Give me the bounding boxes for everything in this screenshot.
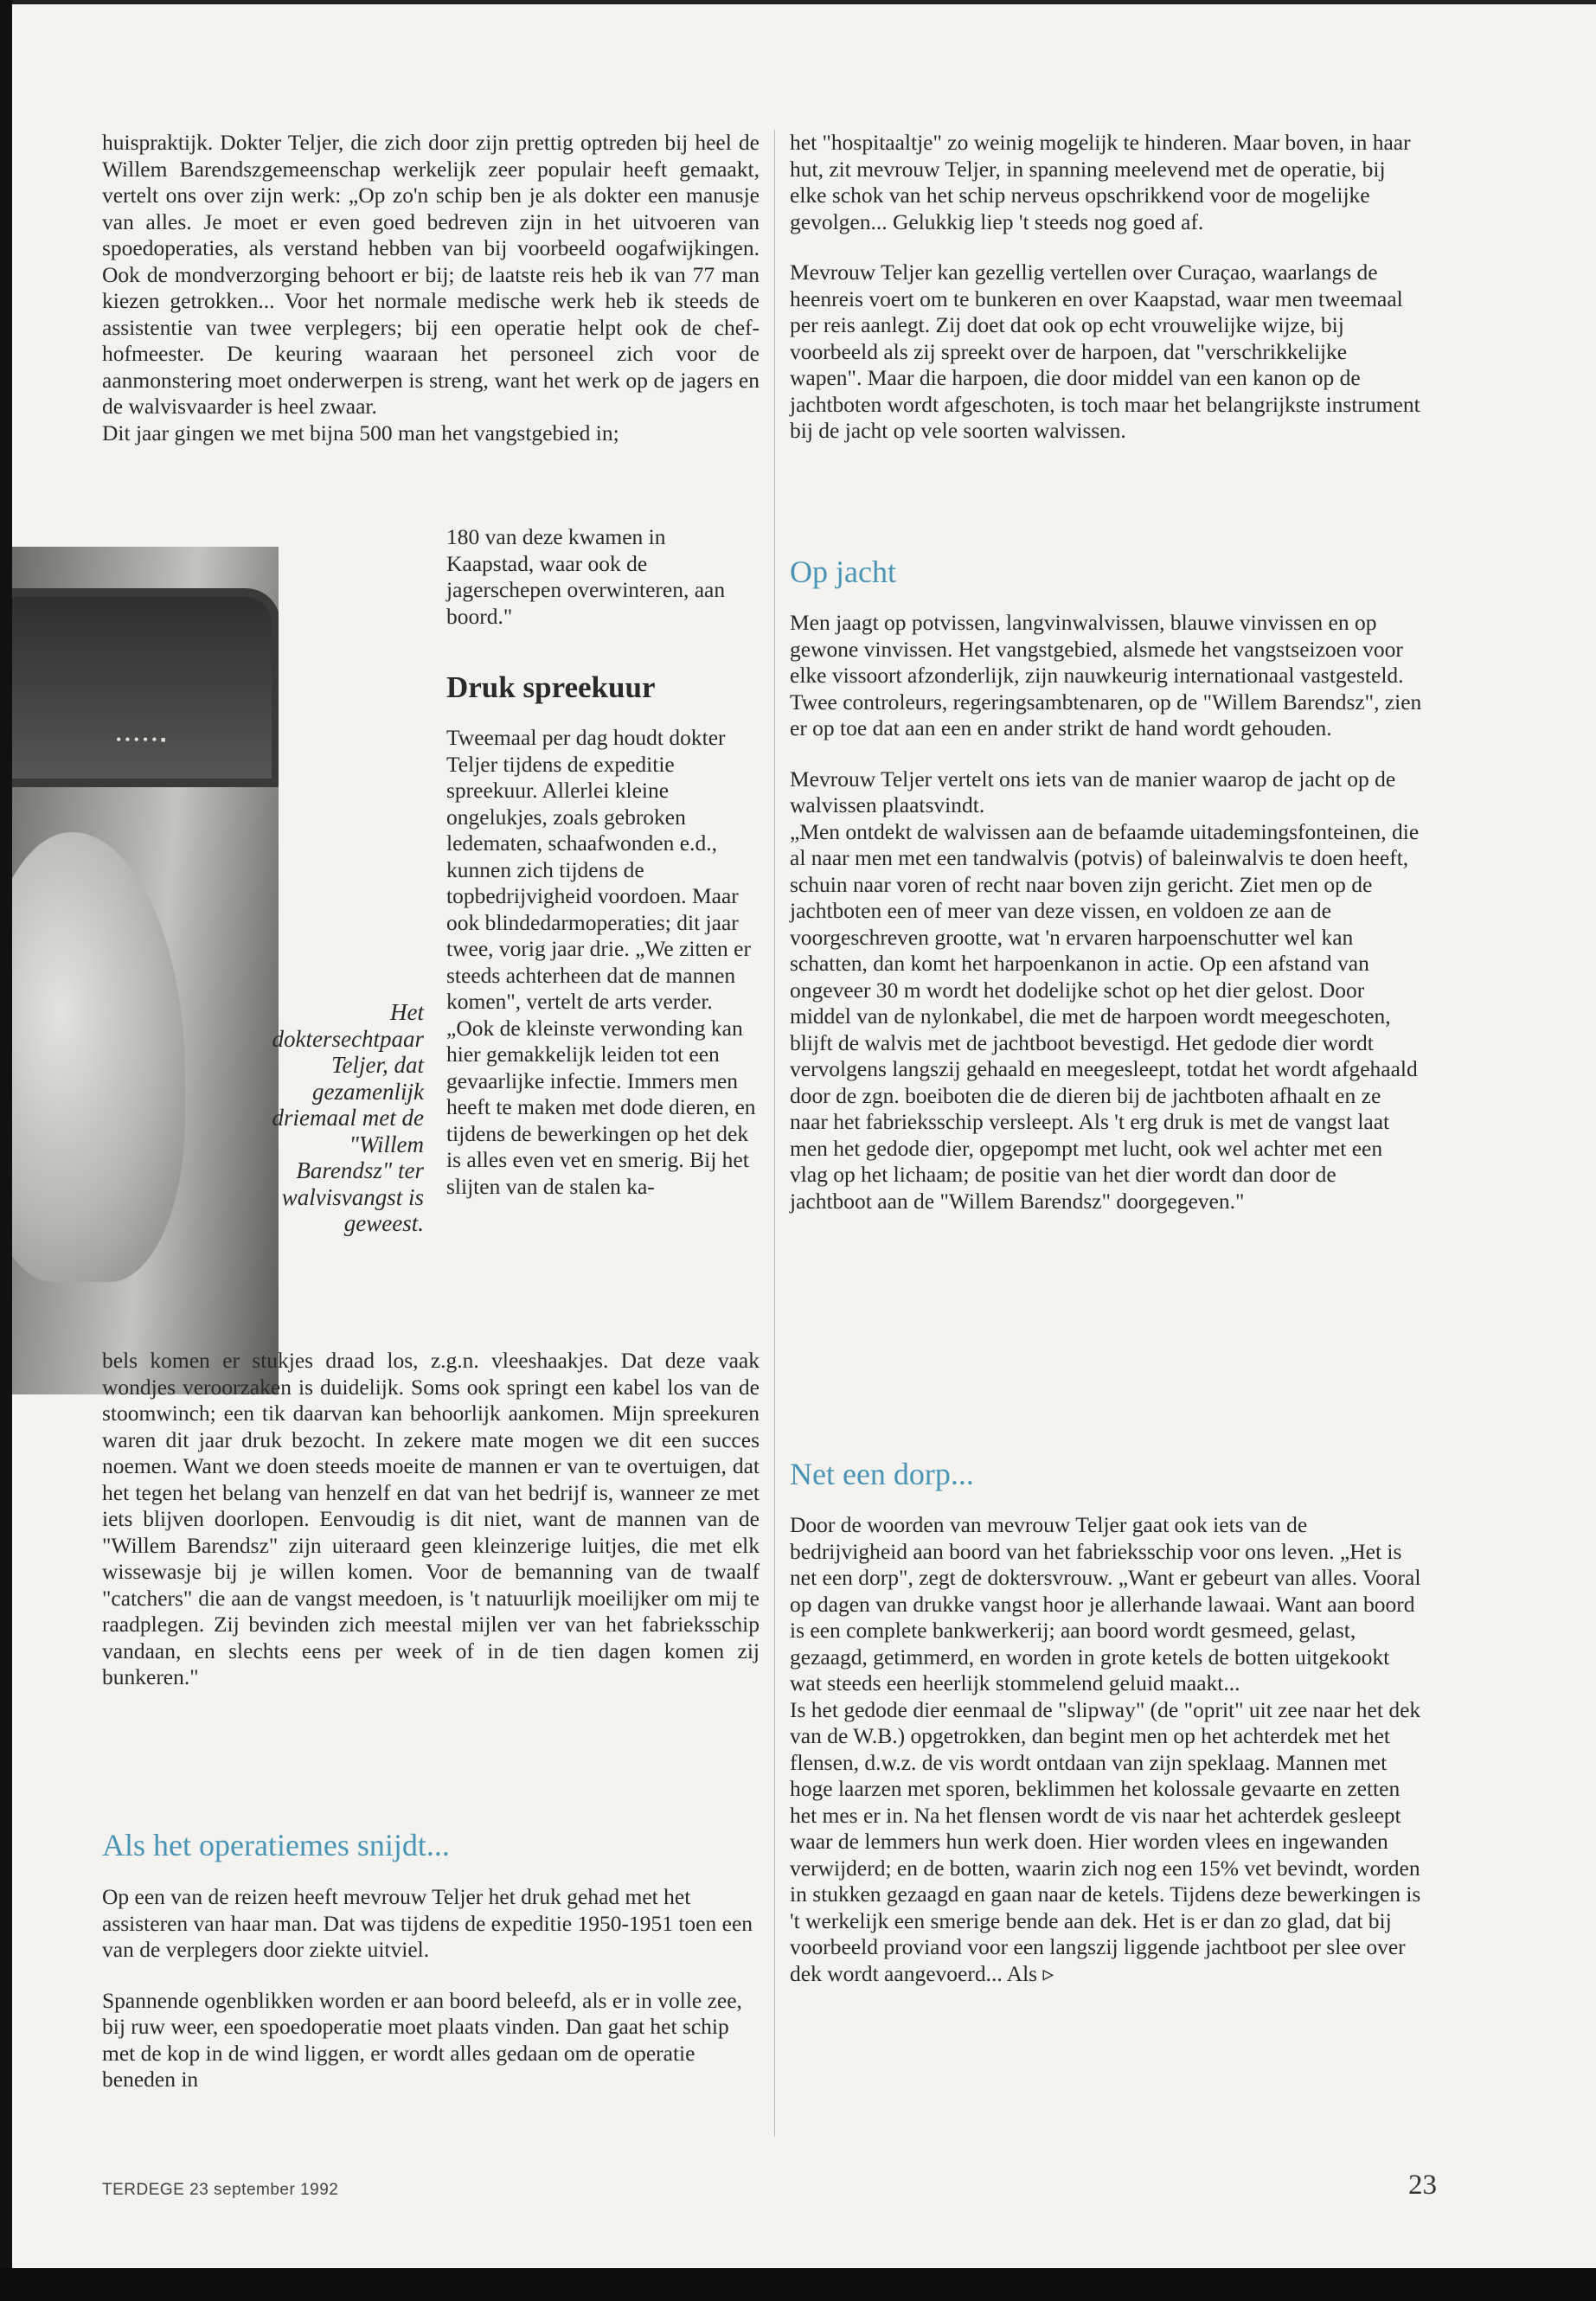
doctor-couple-photo [12,547,279,1394]
right-paragraph-5: Door de woorden van mevrouw Teljer gaat ook iets van de bedrijvigheid aan boord van het fabrieksschip voor ons leven. „Het is net een dorp", zegt de doktersvrouw. „Want er gebeurt van alles. Vooral op dagen van drukke vangst hoor je allerhande lawaai. Want aan boord is een complete bankwerkerij; aan boord wordt gesmeed, gelast, gezaagd, getimmerd, en worden in grote ketels de botten uitgekookt wat steeds een heerlijk stommelend geluid maakt... [790,1512,1421,1695]
porthole-frame [12,588,279,787]
left-top-paragraph: huispraktijk. Dokter Teljer, die zich door zijn prettig optreden bij heel de Willem Barendszgemeenschap werkelijk zeer populair heeft gemaakt, vertelt ons over zijn werk: „Op zo'n schip ben je als dokter een manusje van alles. Je moet er even goed bedreven zijn in het uitvoeren van spoedoperaties, als verstand hebben van bij voorbeeld oogafwijkingen. Ook de mondverzorging behoort er bij; de laatste reis heb ik van 77 man kiezen getrokken... Voor het normale medische werk heb ik steeds de assistentie van twee verplegers; bij een operatie helpt ook de chef-hofmeester. De keuring waaraan het personeel zich voor de aanmonstering moet onderwerpen is streng, want het werk op de jagers en de walvisvaarder is heel zwaar. [102,130,760,419]
heading-druk-spreekuur: Druk spreekuur [446,670,656,704]
right-paragraph-4a: Mevrouw Teljer vertelt ons iets van de manier waarop de jacht op de walvissen plaatsvindt. [790,766,1396,817]
narrow-text-a: 180 van deze kwamen in Kaapstad, waar ook de jagerschepen overwinteren, aan boord." [446,524,726,629]
narrow-text-b: Tweemaal per dag houdt dokter Teljer tijdens de expeditie spreekuur. Allerlei kleine ongelukjes, zoals gebroken ledematen, schaafwonden e.d., kunnen zich tijdens de topbedrijvigheid voordoen. Maar ook blindedarmoperaties; dit jaar twee, vorig jaar drie. „We zitten er steeds achterheen dat de mannen komen", vertelt de arts verder. „Ook de kleinste verwonding kan hier gemakkelijk leiden tot een gevaarlijke infectie. Immers men heeft te maken met dode dieren, en tijdens de bewerkingen op het dek is alles even vet en smerig. Bij het slijten van de stalen ka- [446,725,756,1199]
photo-caption-text: Het doktersechtpaar Teljer, dat gezamenlijk driemaal met de "Willem Barendsz" ter walvisvangst is geweest. [272,999,424,1236]
footer-publication: TERDEGE 23 september 1992 [102,2181,339,2199]
narrow-column-b [446,725,758,1200]
right-column-dorp [790,1512,1423,1987]
right-column-top [790,130,1423,469]
right-paragraph-3: Men jaagt op potvissen, langvinwalvissen, blauwe vinvissen en op gewone vinvissen. Het vangstgebied, alsmede het vangstseizoen voor elke vissoort afzonderlijk, zijn nauwkeurig internationaal vastgesteld. Twee controleurs, regeringsambtenaren, op de "Willem Barendsz", zien er op toe dat aan een en ander strikt de hand wordt gehouden. [790,610,1422,740]
left-column-operation [102,1884,760,2118]
right-paragraph-6: Is het gedode dier eenmaal de "slipway" (de "oprit" uit zee naar het dek van de W.B.) opgetrokken, dan begint men op het achterdek met het flensen, d.w.z. de vis wordt ontdaan van zijn speklaag. Mannen met hoge laarzen met sporen, beklimmen het kolossale gevaarte en zetten het mes er in. Na het flensen wordt de vis naar het achterdek gesleept waar de lemmers hun werk doen. Hier worden vlees en ingewanden verwijderd; en de botten, waarin zich nog een 15% vet bevindt, worden in stukken gezaagd en gaan naar de ketels. Tijdens deze bewerkingen is 't werkelijk een smerige bende aan dek. Het is er dan zo glad, dat bij voorbeeld proviand voor een langszij liggende jachtboot per slee over dek wordt aangevoerd... Als ▹ [790,1696,1421,1986]
scan-edge-top [0,0,1596,4]
page-number: 23 [1408,2170,1437,2201]
operation-paragraph-2: Spannende ogenblikken worden er aan boord beleefd, als er in volle zee, bij ruw weer, een spoedoperatie moet plaats vinden. Dan gaat het schip met de kop in de wind liggen, er wordt alles gedaan om de operatie beneden in [102,1987,742,2092]
right-paragraph-4b: „Men ontdekt de walvissen aan de befaamde uitademingsfonteinen, die al naar men met een tandwalvis (potvis) of baleinwalvis te doen heeft, schuin naar voren of recht naar boven zijn gericht. Ziet men op de jachtboten een of meer van deze vissen, en voldoen ze aan de voorgeschreven grootte, wat 'n ervaren harpoenschutter wel kan schatten, dan komt het harpoenkanon in actie. Op een afstand van ongeveer 30 m wordt het dodelijke schot op het dier gelost. Door middel van de nylonkabel, die met de harpoen wordt meegeschoten, blijft de walvis met de jachtboot bevestigd. Het gedode dier wordt vervolgens langszij gehaald en meegesleept, totdat het wordt afgehaald door de zgn. boeiboten die de dieren bij de jachtboten afhaalt en ze naar het fabrieksschip versleept. Als 't erg druk is met de vangst laat men het gedode dier, opgepompt met lucht, ook wel achter met een vlag op het lichaam; de positie van het dier wordt dan door de jachtboot aan de "Willem Barendsz" doorgegeven." [790,818,1420,1214]
left-bottom-text: bels komen er stukjes draad los, z.g.n. vleeshaakjes. Dat deze vaak wondjes veroorzaken is duidelijk. Soms ook springt een kabel los van de stoomwinch; een tik daarvan kan behoorlijk aankomen. Mijn spreekuren waren dit jaar druk bezocht. In zekere mate mogen we dit een succes noemen. Want we doen steeds moeite de mannen er van te overtuigen, dat het tegen het belang van henzelf en dat van het bedrijf is, wanneer ze met iets blijven doorlopen. Eenvoudig is dit niet, want de mannen van de "Willem Barendsz" zijn uiteraard geen kleinzerige luitjes, die met elk wissewasje bij je willen komen. Voor de bemanning van de twaalf "catchers" die aan de vangst meedoen, is 't natuurlijk moeilijker om mij te raadplegen. Zij bevinden zich meestal mijlen ver van het fabrieksschip vandaan, en slechts eens per week of in de tien dagen komen zij bunkeren." [102,1348,760,1689]
scan-edge-left [0,0,12,2301]
left-top-last-line: Dit jaar gingen we met bijna 500 man het vangstgebied in; [102,420,619,445]
photo-dots: •••••▪ [116,731,170,748]
heading-net-een-dorp: Net een dorp... [790,1457,974,1491]
heading-op-jacht: Op jacht [790,554,896,589]
photo-figure [12,832,185,1282]
left-column-bottom [102,1348,760,1691]
narrow-column-a [446,524,758,630]
right-column-jacht [790,610,1423,1215]
photo-caption [251,999,424,1237]
right-paragraph-2: Mevrouw Teljer kan gezellig vertellen over Curaçao, waarlangs de heenreis voert om te bunkeren en over Kaapstad, waar men tweemaal per reis aanlegt. Zij doet dat ook op echt vrouwelijke wijze, bij voorbeeld als zij spreekt over de harpoen, dat "verschrikkelijke wapen". Maar die harpoen, die door middel van een kanon op de jachtboten wordt afgeschoten, is toch maar het belangrijkste instrument bij de jacht op vele soorten walvissen. [790,260,1420,443]
left-column-top [102,130,760,446]
right-paragraph-1: het "hospitaaltje" zo weinig mogelijk te hinderen. Maar boven, in haar hut, zit mevrouw Teljer, in spanning meelevend met de operatie, bij elke schok van het schip nerveus opschrikkend voor de mogelijke gevolgen... Gelukkig liep 't steeds nog goed af. [790,130,1411,234]
column-divider [774,130,775,2137]
scan-edge-bottom [0,2268,1596,2301]
operation-paragraph-1: Op een van de reizen heeft mevrouw Teljer het druk gehad met het assisteren van haar man. Dat was tijdens de expeditie 1950-1951 toen een van de verplegers door ziekte uitviel. [102,1884,753,1962]
heading-operatiemes: Als het operatiemes snijdt... [102,1828,450,1862]
